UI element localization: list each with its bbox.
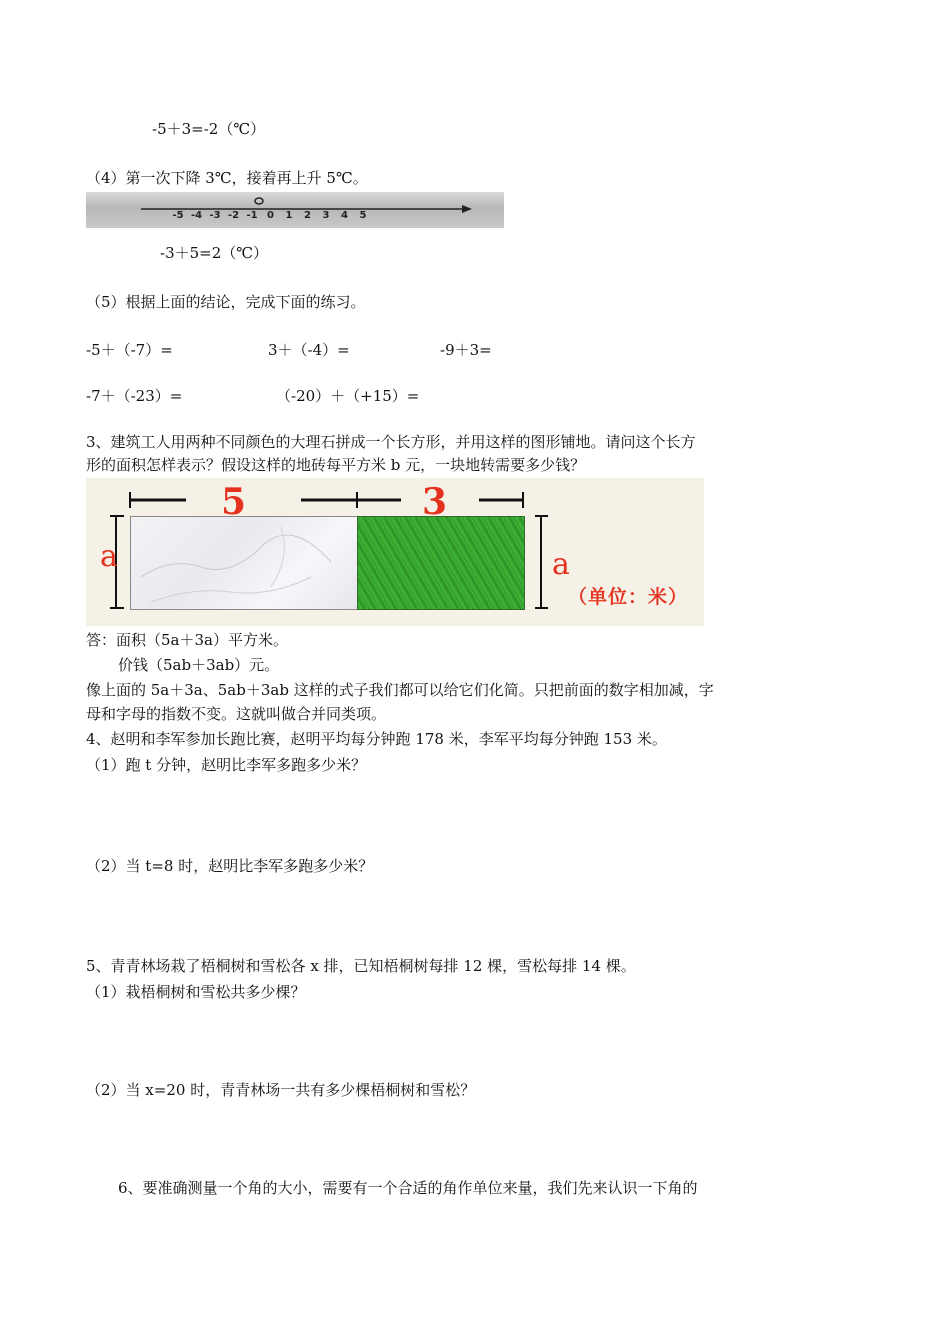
question-4-part-2: （2）当 t=8 时，赵明比李军多跑多少米？ [86, 857, 374, 875]
tick-label: 2 [304, 210, 311, 221]
question-5-part-2: （2）当 x=20 时，青青林场一共有多少棵梧桐树和雪松？ [86, 1081, 476, 1099]
exercise-2: 3＋（-4）= [268, 341, 350, 359]
unit-label: （单位：米） [568, 586, 689, 608]
tick-label: 1 [285, 210, 293, 221]
question-6: 6、要准确测量一个角的大小，需要有一个合适的角作单位来量，我们先来认识一下角的 [118, 1179, 698, 1197]
question-3-line-2: 形的面积怎样表示？假设这样的地砖每平方米 b 元，一块地转需要多少钱？ [86, 456, 586, 474]
exercise-1: -5＋（-7）= [86, 341, 173, 359]
height-right-label: a [552, 547, 570, 582]
item-5: （5）根据上面的结论，完成下面的练习。 [86, 293, 366, 311]
tick-label: -5 [172, 210, 184, 221]
paragraph-line-2: 母和字母的指数不变。这就叫做合并同类项。 [86, 705, 387, 723]
exercise-3: -9＋3= [440, 341, 492, 359]
tick-label: 4 [341, 210, 348, 221]
tick-group [172, 210, 366, 221]
tick-label: -3 [209, 210, 221, 221]
tick-label: 0 [267, 210, 274, 221]
tick-label: -1 [246, 210, 258, 221]
question-5: 5、青青林场栽了梧桐树和雪松各 x 排，已知梧桐树每排 12 棵，雪松每排 14 棵。 [86, 957, 636, 975]
answer-price: 价钱（5ab＋3ab）元。 [118, 656, 280, 674]
paragraph-line-1: 像上面的 5a＋3a、5ab＋3ab 这样的式子我们都可以给它们化简。只把前面的数字相加减，字 [86, 681, 714, 699]
question-4-part-1: （1）跑 t 分钟，赵明比李军多跑多少米？ [86, 756, 367, 774]
tick-label: -4 [190, 210, 203, 221]
height-left-label: a [100, 539, 118, 574]
tick-label: -2 [227, 210, 240, 221]
question-4: 4、赵明和李军参加长跑比赛，赵明平均每分钟跑 178 米，李军平均每分钟跑 153 米。 [86, 730, 667, 748]
calc-line-1: -5＋3=-2（℃） [152, 120, 266, 138]
calc-line-2: -3＋5=2（℃） [160, 244, 269, 262]
rectangle-figure [86, 478, 704, 626]
item-4: （4）第一次下降 3℃，接着再上升 5℃。 [86, 169, 368, 187]
number-line-image [86, 192, 504, 228]
exercise-4: -7＋（-23）= [86, 387, 183, 405]
width-left-label: 5 [221, 481, 247, 523]
arrow-icon [462, 205, 472, 213]
origin-marker [255, 198, 263, 204]
tick-label: 3 [322, 210, 330, 221]
width-right-label: 3 [422, 481, 448, 523]
answer-area: 答：面积（5a＋3a）平方米。 [86, 631, 288, 649]
exercise-5: （-20）＋（+15）= [276, 387, 420, 405]
question-3-line-1: 3、建筑工人用两种不同颜色的大理石拼成一个长方形，并用这样的图形铺地。请问这个长方 [86, 433, 696, 451]
number-line [86, 192, 504, 228]
tick-label: 5 [359, 210, 367, 221]
question-5-part-1: （1）栽梧桐树和雪松共多少棵？ [86, 983, 306, 1001]
